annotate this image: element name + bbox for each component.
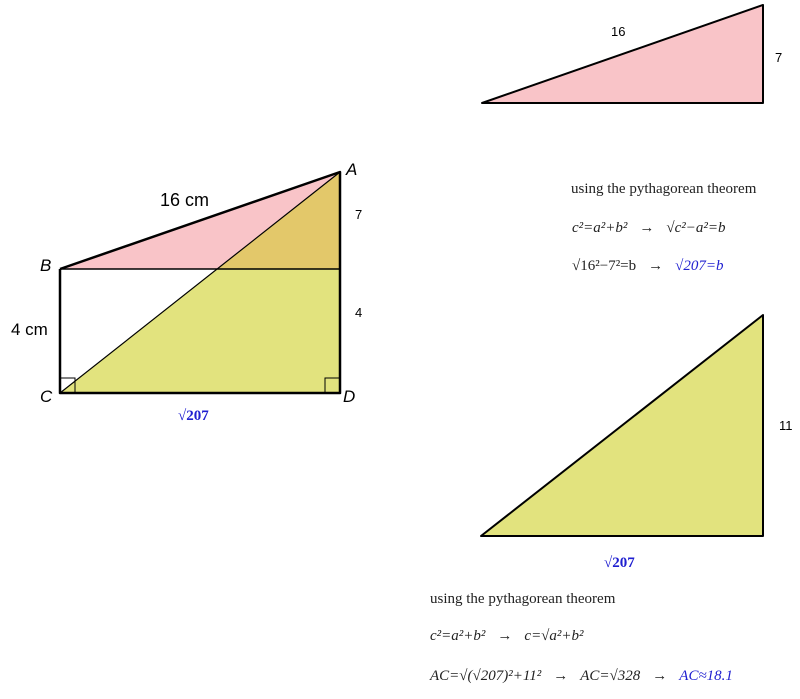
note2-eq2 bbox=[430, 668, 733, 685]
top-triangle-leg-label: 7 bbox=[775, 50, 783, 65]
arrow-icon: → bbox=[639, 220, 655, 236]
note2-eq1 bbox=[430, 628, 584, 645]
side-ba-label: 16 cm bbox=[160, 190, 210, 210]
note1-eq1-left: c²=a²+b² bbox=[572, 220, 628, 236]
arrow-icon: → bbox=[553, 668, 569, 684]
arrow-icon: → bbox=[648, 258, 664, 274]
note2-eq1-left: c²=a²+b² bbox=[430, 628, 486, 644]
bottom-triangle-leg-label: 11 bbox=[779, 418, 793, 433]
bottom-triangle-base-label: √207 bbox=[604, 555, 635, 571]
side-cd-label: √207 bbox=[178, 408, 209, 424]
note1-eq2-left: √16²−7²=b bbox=[572, 258, 637, 274]
note2-title: using the pythagorean theorem bbox=[430, 591, 616, 607]
note1-eq2-right: √207=b bbox=[675, 258, 724, 274]
note2-eq2-a: AC=√(√207)²+11² bbox=[430, 668, 542, 684]
note2-eq1-right: c=√a²+b² bbox=[524, 628, 584, 644]
vertex-d-label: D bbox=[343, 387, 356, 406]
note2-eq2-c: AC≈18.1 bbox=[679, 668, 733, 684]
note1-title: using the pythagorean theorem bbox=[571, 181, 757, 197]
side-lower-right-label: 4 bbox=[355, 305, 363, 320]
bottom-yellow-triangle bbox=[481, 315, 763, 536]
note1-eq1-right: √c²−a²=b bbox=[666, 220, 726, 236]
top-pink-triangle bbox=[482, 5, 763, 103]
note1-eq2 bbox=[572, 258, 724, 275]
side-upper-right-label: 7 bbox=[355, 207, 363, 222]
vertex-a-label: A bbox=[346, 160, 358, 179]
top-triangle-hyp-label: 16 bbox=[611, 24, 626, 39]
vertex-b-label: B bbox=[40, 256, 52, 275]
arrow-icon: → bbox=[497, 628, 513, 644]
side-bc-label: 4 cm bbox=[11, 320, 48, 339]
vertex-c-label: C bbox=[40, 387, 53, 406]
arrow-icon: → bbox=[652, 668, 668, 684]
note1-eq1 bbox=[572, 220, 726, 237]
note2-eq2-b: AC=√328 bbox=[580, 668, 641, 684]
